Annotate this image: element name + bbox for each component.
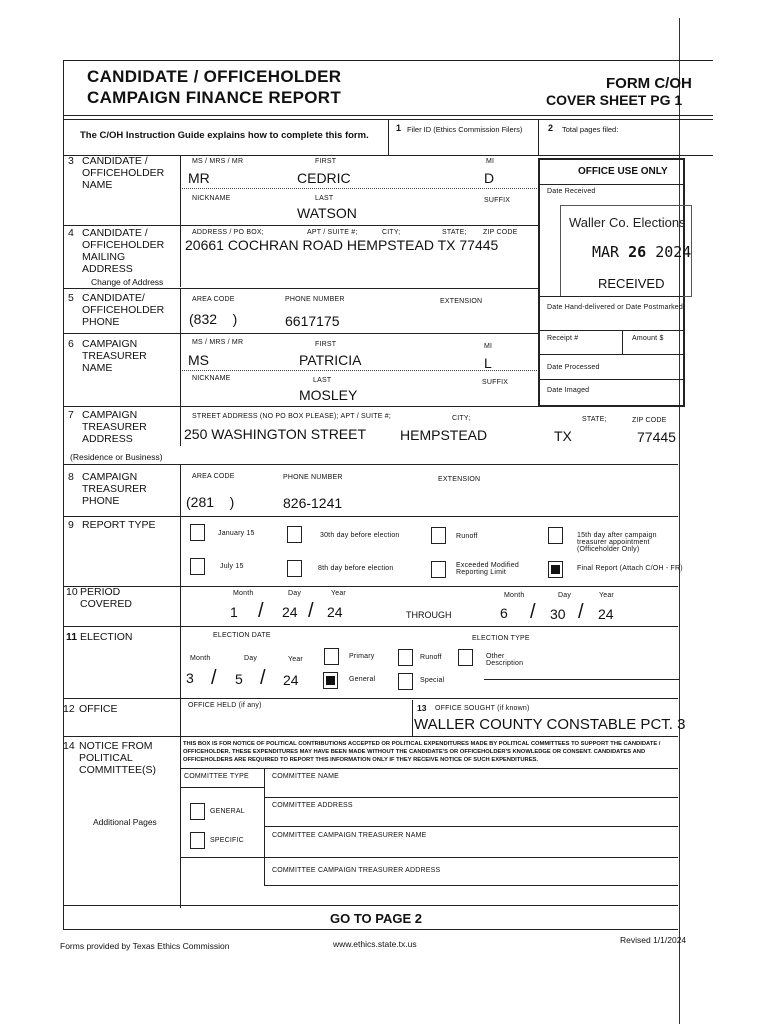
revised-date: Revised 1/1/2024: [620, 935, 687, 945]
report-jul15-label: July 15: [220, 563, 244, 570]
sec9-num: 9: [68, 519, 74, 531]
sec3-mi-label: MI: [486, 158, 495, 165]
sec6-last-label: LAST: [313, 377, 332, 384]
change-of-address: Change of Address: [91, 277, 164, 287]
sec6-label: CAMPAIGN TREASURER NAME: [82, 338, 147, 374]
office-line: [538, 354, 683, 355]
elec-slash-1: /: [211, 667, 217, 689]
report-jul15-checkbox[interactable]: [190, 558, 205, 575]
general-checkbox[interactable]: [323, 672, 338, 689]
row-line: [63, 516, 678, 517]
sec8-num: 8: [68, 471, 74, 483]
go-to-page-2: GO TO PAGE 2: [330, 911, 422, 926]
form-id-line1: FORM C/OH: [606, 75, 692, 92]
report-8day-label: 8th day before election: [318, 565, 394, 572]
row-line: [63, 698, 678, 699]
sec-vline: [180, 516, 181, 586]
to-slash-1: /: [530, 601, 536, 623]
sec3-suffix-label: SUFFIX: [484, 197, 511, 204]
other-desc-line: [484, 679, 679, 680]
sec14-line: [264, 797, 678, 798]
report-30day-checkbox[interactable]: [287, 526, 302, 543]
elec-day-value: 5: [235, 671, 243, 687]
office-line: [538, 296, 683, 297]
sec12-num: 12: [63, 703, 75, 715]
sec8-phone-value: 826-1241: [283, 495, 343, 511]
date-processed-label: Date Processed: [547, 364, 600, 371]
sec4-state-label: STATE;: [442, 229, 467, 236]
sec6-suffix-label: SUFFIX: [482, 379, 509, 386]
sec6-title-value: MS: [188, 352, 209, 368]
sec-vline: [180, 406, 181, 446]
from-year-label: Year: [331, 590, 346, 597]
guide-divider: [388, 119, 389, 155]
row-line: [63, 464, 678, 465]
sec5-area-code: 832: [193, 311, 218, 327]
row-line: [63, 333, 538, 334]
sec7-num: 7: [68, 409, 74, 421]
sec3-title-value: MR: [188, 170, 210, 186]
row-line: [63, 225, 538, 226]
committee-specific-checkbox[interactable]: [190, 832, 205, 849]
from-year-value: 24: [327, 604, 343, 620]
from-slash-2: /: [308, 600, 314, 622]
to-year-value: 24: [598, 606, 614, 622]
sec6-mi-label: MI: [484, 343, 493, 350]
sec6-first-label: FIRST: [315, 341, 337, 348]
stamp-line1: Waller Co. Elections: [569, 215, 686, 230]
sec14-label: NOTICE FROM POLITICAL COMMITTEE(S): [79, 740, 156, 776]
office-sought-label: OFFICE SOUGHT (if known): [435, 705, 530, 712]
committee-address-label: COMMITTEE ADDRESS: [272, 802, 353, 809]
office-vline: [622, 330, 623, 354]
stamp-year: 2024: [655, 243, 692, 261]
to-slash-2: /: [578, 601, 584, 623]
from-day-value: 24: [282, 604, 298, 620]
frame-top: [63, 60, 713, 61]
runoff-checkbox[interactable]: [398, 649, 413, 666]
date-received-label: Date Received: [547, 188, 596, 195]
committee-name-label: COMMITTEE NAME: [272, 773, 339, 780]
sec8-ext-label: EXTENSION: [438, 476, 481, 483]
guide-text: The C/OH Instruction Guide explains how to complete this form.: [80, 130, 369, 141]
sec4-apt-label: APT / SUITE #;: [307, 229, 358, 236]
election-date-label: ELECTION DATE: [213, 632, 271, 639]
stamp-day: 26: [628, 243, 647, 261]
report-final-label: Final Report (Attach C/OH - FR): [577, 565, 683, 572]
sec3-ms-label: MS / MRS / MR: [192, 158, 244, 165]
sec11-num: 11: [66, 631, 78, 643]
sec4-address-value: 20661 COCHRAN ROAD HEMPSTEAD TX 77445: [185, 237, 499, 253]
dotted-line: [182, 370, 537, 371]
sec6-first-value: PATRICIA: [299, 352, 362, 368]
report-runoff-label: Runoff: [456, 533, 478, 540]
to-month-label: Month: [504, 592, 525, 599]
filer-divider: [538, 119, 539, 155]
sec-vline: [180, 464, 181, 516]
office-sought-value: WALLER COUNTY CONSTABLE PCT. 3: [414, 716, 686, 733]
sec14-notice: THIS BOX IS FOR NOTICE OF POLITICAL CONTRIBUTIONS ACCEPTED OR POLITICAL EXPENDITURES MADE BY POLITICAL COMMITTEES TO SUPPORT THE CANDIDATE / OFFICEHOLDER. THESE EXPENDITURES MAY HAVE BEEN MADE WITHOUT THE CANDIDATE'S OR OFFICEHOLDER'S KNOWLEDGE OR CONSENT. CANDIDATES AND OFFICEHOLDERS ARE REQUIRED TO REPORT THIS INFORMATION ONLY IF THEY RECEIVE NOTICE OF SUCH EXPENDITURES.: [183, 741, 661, 763]
sec6-nick-label: NICKNAME: [192, 375, 231, 382]
sec7-zip-value: 77445: [637, 429, 676, 445]
form-title-line2: CAMPAIGN FINANCE REPORT: [87, 88, 342, 107]
date-imaged-label: Date Imaged: [547, 387, 590, 394]
sec-vline: [180, 333, 181, 407]
forms-provided: Forms provided by Texas Ethics Commission: [60, 941, 230, 951]
elec-year-label: Year: [288, 656, 303, 663]
row-line: [63, 406, 678, 407]
sec7-zip-label: ZIP CODE: [632, 417, 667, 424]
sec8-area-close: ): [229, 494, 235, 510]
header-divider: [63, 115, 713, 116]
report-15day-label: 15th day after campaign treasurer appointment (Officeholder Only): [577, 532, 657, 553]
amount-label: Amount $: [632, 335, 664, 342]
sec7-state-value: TX: [554, 428, 572, 444]
sec5-num: 5: [68, 292, 74, 304]
committee-specific-label: SPECIFIC: [210, 837, 244, 844]
report-8day-checkbox[interactable]: [287, 560, 302, 577]
to-month-value: 6: [500, 605, 508, 621]
ethics-url: www.ethics.state.tx.us: [333, 939, 417, 949]
sec14-line: [264, 885, 678, 886]
sec3-first-value: CEDRIC: [297, 170, 351, 186]
committee-treasurer-address-label: COMMITTEE CAMPAIGN TREASURER ADDRESS: [272, 867, 441, 874]
office-line: [538, 330, 683, 331]
sec10-num: 10: [66, 586, 78, 598]
sec-vline: [180, 225, 181, 287]
sec-vline: [180, 698, 181, 736]
report-exceeded-checkbox[interactable]: [431, 561, 446, 578]
row-line: [63, 905, 678, 906]
sec3-nick-label: NICKNAME: [192, 195, 231, 202]
sec5-phone-label: PHONE NUMBER: [285, 296, 345, 303]
sec-vline: [180, 736, 181, 908]
sec7-street-value: 250 WASHINGTON STREET: [184, 426, 367, 442]
committee-type-label: COMMITTEE TYPE: [184, 773, 249, 780]
office-use-title: OFFICE USE ONLY: [578, 166, 668, 177]
elec-month-value: 3: [186, 670, 194, 686]
sec14-line: [180, 857, 678, 858]
footer-line: [63, 929, 678, 930]
other-label: Other Description: [486, 653, 524, 667]
sec8-area-value: [186, 494, 234, 510]
sec-vline: [180, 626, 181, 698]
additional-pages: Additional Pages: [93, 817, 157, 827]
report-jan15-label: January 15: [218, 530, 255, 537]
sec12-label: OFFICE: [79, 703, 118, 715]
elec-day-label: Day: [244, 655, 258, 662]
sec5-label: CANDIDATE/ OFFICEHOLDER PHONE: [82, 292, 165, 328]
filer-id-label: Filer ID (Ethics Commission Filers): [407, 125, 523, 134]
sec10-label: PERIOD COVERED: [80, 586, 132, 610]
sec3-last-label: LAST: [315, 195, 334, 202]
form-id-line2: COVER SHEET PG 1: [546, 92, 683, 108]
form-title-line1: CANDIDATE / OFFICEHOLDER: [87, 67, 342, 86]
report-15day-checkbox[interactable]: [548, 527, 563, 544]
receipt-label: Receipt #: [547, 335, 579, 342]
row-line: [63, 586, 678, 587]
report-jan15-checkbox[interactable]: [190, 524, 205, 541]
office-held-label: OFFICE HELD (if any): [188, 702, 262, 709]
sec3-mi-value: D: [484, 170, 495, 186]
sec-vline: [180, 586, 181, 626]
to-year-label: Year: [599, 592, 614, 599]
sec8-label: CAMPAIGN TREASURER PHONE: [82, 471, 147, 507]
sec7-city-value: HEMPSTEAD: [400, 427, 488, 443]
sec7-sub: (Residence or Business): [70, 452, 163, 462]
sec3-first-label: FIRST: [315, 158, 337, 165]
committee-general-label: GENERAL: [210, 808, 245, 815]
sec7-city-label: CITY;: [452, 415, 471, 422]
sec8-area-open: (: [186, 494, 191, 510]
row-line: [63, 288, 538, 289]
election-type-label: ELECTION TYPE: [472, 635, 530, 642]
report-30day-label: 30th day before election: [320, 532, 400, 539]
general-label: General: [349, 676, 376, 683]
sec3-num: 3: [68, 155, 74, 167]
sec5-area-open: (: [189, 311, 194, 327]
sec3-label: CANDIDATE / OFFICEHOLDER NAME: [82, 155, 165, 191]
from-month-label: Month: [233, 590, 254, 597]
sec4-addr-label: ADDRESS / PO BOX;: [192, 229, 264, 236]
from-month-value: 1: [230, 604, 238, 620]
sec7-label: CAMPAIGN TREASURER ADDRESS: [82, 409, 147, 445]
pages-num: 2: [548, 123, 554, 133]
sec5-phone-value: 6617175: [285, 313, 340, 329]
sec5-area-label: AREA CODE: [192, 296, 235, 303]
other-checkbox[interactable]: [458, 649, 473, 666]
sec4-city-label: CITY;: [382, 229, 401, 236]
sec14-line: [264, 826, 678, 827]
committee-general-checkbox[interactable]: [190, 803, 205, 820]
sec6-num: 6: [68, 338, 74, 350]
sec6-mi-value: L: [484, 355, 492, 371]
dotted-line: [182, 188, 537, 189]
to-day-label: Day: [558, 592, 572, 599]
elec-slash-2: /: [260, 667, 266, 689]
sec-vline: [180, 155, 181, 227]
sec5-area-value: [189, 311, 237, 327]
runoff-label: Runoff: [420, 654, 442, 661]
row-line: [63, 736, 678, 737]
sec4-zip-label: ZIP CODE: [483, 229, 518, 236]
sec4-num: 4: [68, 227, 74, 239]
office-divider: [412, 700, 413, 736]
sec-vline: [180, 288, 181, 333]
primary-checkbox[interactable]: [324, 648, 339, 665]
sec7-street-label: STREET ADDRESS (NO PO BOX PLEASE); APT / SUITE #;: [192, 413, 391, 420]
sec8-area-code: 281: [190, 494, 215, 510]
sec4-label: CANDIDATE / OFFICEHOLDER MAILING ADDRESS: [82, 227, 165, 275]
committee-treasurer-label: COMMITTEE CAMPAIGN TREASURER NAME: [272, 832, 427, 839]
sec14-num: 14: [63, 740, 75, 752]
sec3-last-value: WATSON: [297, 205, 357, 221]
filer-id-num: 1: [396, 123, 402, 133]
report-final-checkbox[interactable]: [548, 561, 563, 578]
through-label: THROUGH: [406, 610, 452, 620]
elec-month-label: Month: [190, 655, 211, 662]
stamp-received: RECEIVED: [598, 276, 665, 291]
sec14-line: [180, 787, 264, 788]
sec5-ext-label: EXTENSION: [440, 298, 483, 305]
frame-left: [63, 60, 64, 930]
sec11-label: ELECTION: [80, 631, 133, 643]
special-checkbox[interactable]: [398, 673, 413, 690]
hand-delivered-label: Date Hand-delivered or Date Postmarked: [547, 304, 683, 311]
sec5-area-close: ): [232, 311, 238, 327]
pages-label: Total pages filed:: [562, 125, 619, 134]
sec8-area-label: AREA CODE: [192, 473, 235, 480]
report-runoff-checkbox[interactable]: [431, 527, 446, 544]
sec6-ms-label: MS / MRS / MR: [192, 339, 244, 346]
sec13-num: 13: [417, 703, 427, 713]
from-day-label: Day: [288, 590, 302, 597]
elec-year-value: 24: [283, 672, 299, 688]
sec14-line: [180, 768, 678, 769]
sec6-last-value: MOSLEY: [299, 387, 358, 403]
stamp-date: [592, 243, 691, 261]
office-line: [538, 379, 683, 380]
sec9-label: REPORT TYPE: [82, 519, 156, 531]
stamp-month: MAR: [592, 243, 620, 261]
row-line: [63, 626, 678, 627]
from-slash-1: /: [258, 600, 264, 622]
primary-label: Primary: [349, 653, 375, 660]
sec8-phone-label: PHONE NUMBER: [283, 474, 343, 481]
sec7-state-label: STATE;: [582, 416, 607, 423]
office-line: [538, 184, 683, 185]
report-exceeded-label: Exceeded Modified Reporting Limit: [456, 562, 519, 576]
to-day-value: 30: [550, 606, 566, 622]
special-label: Special: [420, 677, 445, 684]
